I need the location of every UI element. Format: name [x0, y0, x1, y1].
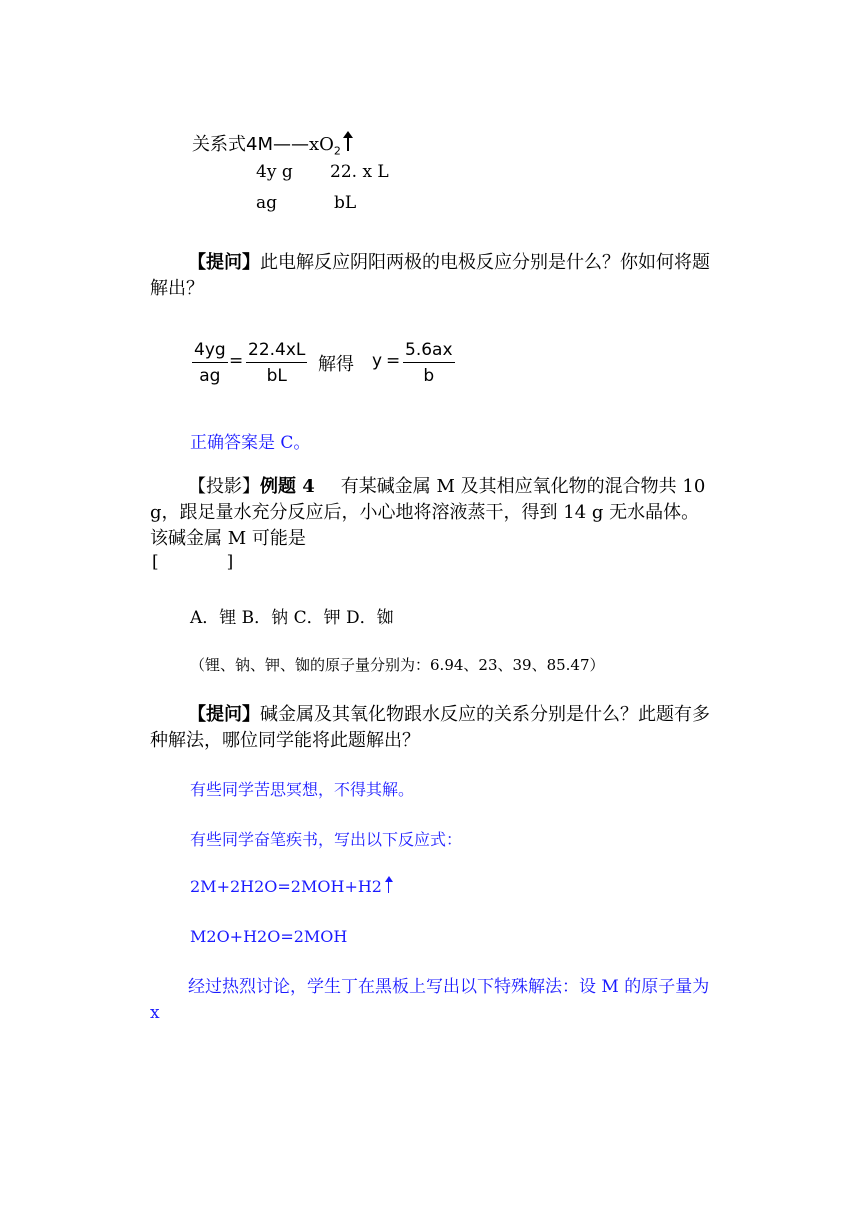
up-arrow-icon	[347, 136, 349, 151]
relation-row1-left: 4y g	[256, 162, 293, 182]
answer-bracket: [ ]	[152, 552, 234, 572]
example-tag: 【投影】	[188, 476, 260, 497]
equals-sign-2: =	[386, 351, 401, 371]
students-line-1: 有些同学苦思冥想，不得其解。	[190, 780, 415, 799]
question-2-tag: 【提问】	[188, 704, 260, 725]
reaction-1	[190, 877, 389, 896]
example-text: 有某碱金属 M 及其相应氧化物的混合物共 10 g，跟足量水充分反应后，小心地将溶液蒸干，得到 14 g 无水晶体。该碱金属 M 可能是	[150, 476, 706, 549]
fraction-3-numerator: 5.6ax	[403, 340, 455, 363]
relation-row2-right: bL	[334, 193, 357, 213]
example-4	[150, 474, 715, 552]
reaction-1-text: 2M+2H2O=2MOH+H2	[190, 877, 382, 896]
example-title: 例题 4	[260, 476, 315, 497]
relation-prefix: 关系式4M	[192, 134, 273, 155]
students-line-2: 有些同学奋笔疾书，写出以下反应式：	[190, 830, 463, 849]
fraction-2	[246, 340, 307, 386]
relation-line	[192, 130, 349, 158]
relation-rhs: xO	[308, 134, 334, 155]
relation-sub: 2	[333, 144, 341, 158]
fraction-1-numerator: 4yg	[192, 340, 228, 363]
relation-row1-right: 22. x L	[330, 162, 389, 182]
question-1	[150, 250, 715, 302]
equals-sign-1: =	[229, 351, 244, 371]
relation-row2-left: ag	[256, 193, 278, 213]
reaction-2: M2O+H2O=2MOH	[190, 927, 348, 946]
variable-y: y	[372, 351, 383, 371]
fraction-2-denominator: bL	[266, 366, 287, 386]
question-1-text: 此电解反应阴阳两极的电极反应分别是什么？你如何将题解出？	[150, 252, 710, 299]
question-2	[150, 702, 715, 754]
fraction-1	[192, 340, 228, 386]
options-line: A．锂 B．钠 C．钾 D．铷	[190, 608, 394, 628]
atomic-mass-note: （锂、钠、钾、铷的原子量分别为：6.94、23、39、85.47）	[190, 656, 605, 674]
fraction-3	[403, 340, 455, 386]
fraction-1-denominator: ag	[199, 366, 221, 386]
fraction-3-denominator: b	[423, 366, 435, 386]
discussion-line: 经过热烈讨论，学生丁在黑板上写出以下特殊解法：设 M 的原子量为 x	[150, 977, 710, 1023]
question-1-tag: 【提问】	[188, 252, 260, 273]
relation-dash: ——	[272, 134, 309, 155]
solve-label: 解得	[318, 354, 354, 375]
up-arrow-icon	[388, 881, 390, 893]
answer-line: 正确答案是 C。	[190, 433, 311, 453]
fraction-2-numerator: 22.4xL	[246, 340, 307, 363]
question-2-text: 碱金属及其氧化物跟水反应的关系分别是什么？此题有多种解法，哪位同学能将此题解出？	[150, 704, 710, 751]
